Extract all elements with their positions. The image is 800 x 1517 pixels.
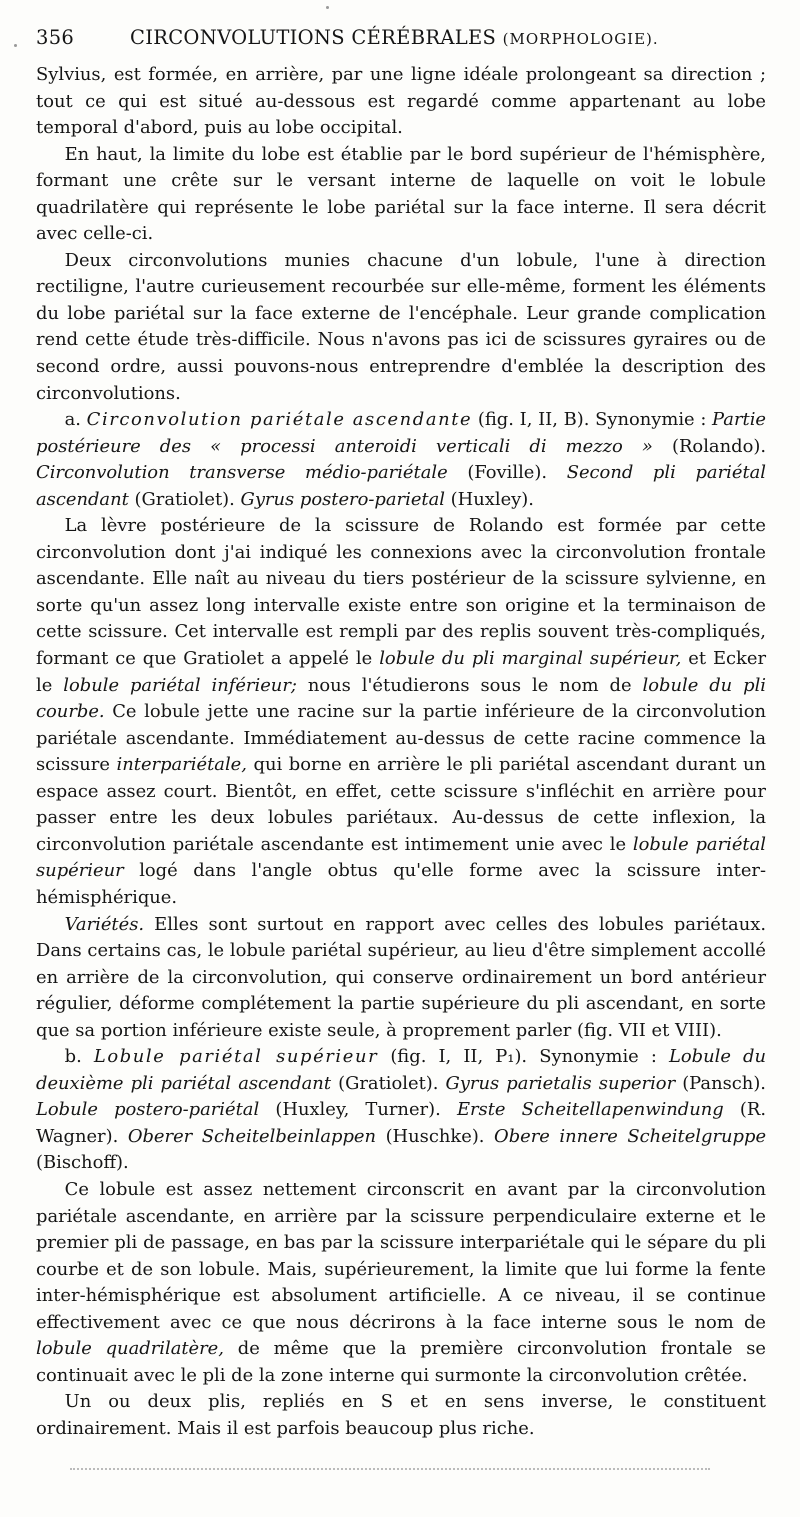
synonym: Obere innere Scheitelgruppe (494, 1125, 767, 1147)
italic-term: interpariétale, (116, 754, 247, 776)
synonym: Gyrus parietalis superior (445, 1072, 676, 1094)
synonym: Circonvolution transverse médio-pariétale (36, 462, 448, 484)
section-b-label: b. (64, 1046, 82, 1068)
paragraph-5 (36, 513, 766, 911)
synonym: Partie postérieure des « processi anteroidi verticali di mezzo » (36, 409, 766, 457)
text-run: nous l'étudierons sous le nom de (307, 674, 632, 696)
section-a-label: a. (64, 409, 81, 431)
varietes-label: Variétés. (64, 913, 145, 935)
synonym: Lobule postero-pariétal (36, 1099, 260, 1121)
italic-term: lobule du pli courbe. (36, 674, 767, 723)
section-b-paragraph (36, 1044, 766, 1177)
synonym: Lobule du deuxième pli pariétal ascendant (36, 1046, 766, 1094)
synonym: Gyrus postero-parietal (240, 488, 445, 510)
paper-speck (14, 44, 17, 47)
synonym-author: (Foville). (467, 462, 548, 484)
running-title: CIRCONVOLUTIONS CÉRÉBRALES (130, 26, 497, 49)
synonym-author: (R. Wagner). (36, 1099, 767, 1147)
paper-speck (326, 6, 329, 9)
text-run: qui borne en arrière le pli pariétal ascendant durant un espace assez court. Bientôt, en effet, cette scissure s'infléchit en arrière pour passer entre les deux lobules pariétaux. Au-dessus de cette inflexion, la circonvolution pariétale ascendante est intimement unie avec le (36, 754, 767, 855)
synonym-author: (Huxley). (450, 488, 534, 510)
text-run: Ce lobule est assez nettement circonscrit en avant par la circonvolution pariétale ascendante, en arrière par la scissure perpendiculaire externe et le premier pli de passage, en bas par la scissure interpariétale qui le sépare du pli courbe et de son lobule. Mais, supérieurement, la limite que lui forme la fente inter-hémisphérique est absolument artificielle. A ce niveau, il se continue effectivement avec ce que nous décrirons à la face interne sous le nom de (36, 1178, 766, 1333)
synonym-author: (Huschke). (385, 1125, 485, 1147)
bottom-dotted-rule (70, 1468, 710, 1470)
section-a-ref: (fig. I, II, B). Synonymie : (477, 409, 707, 431)
synonym: Oberer Scheitelbeinlappen (127, 1125, 377, 1147)
varietes-paragraph (36, 912, 766, 1045)
section-a-paragraph (36, 407, 766, 513)
running-header (36, 26, 766, 62)
italic-term: lobule du pli marginal supérieur, (379, 648, 682, 670)
synonym-author: (Bischoff). (36, 1152, 129, 1174)
paragraph-9: Un ou deux plis, repliés en S et en sens inverse, le constituent ordinairement. Mais il est parfois beaucoup plus riche. (36, 1391, 766, 1439)
synonym-author: (Pansch). (682, 1072, 766, 1094)
text-run: logé dans l'angle obtus qu'elle forme avec la scissure inter-hémisphérique. (36, 860, 767, 908)
synonym-author: (Gratiolet). (338, 1072, 439, 1094)
synonym-author: (Gratiolet). (134, 488, 235, 510)
synonym: Second pli pariétal ascendant (36, 462, 767, 510)
text-run: et Ecker le (36, 648, 767, 696)
page-number: 356 (36, 26, 75, 49)
section-a-heading: Circonvolution pariétale ascendante (86, 409, 473, 431)
varietes-text: Elles sont surtout en rapport avec celles des lobules pariétaux. Dans certains cas, le lobule pariétal supérieur, au lieu d'être simplement accollé en arrière de la circonvolution, qui conserve ordinairement un bord antérieur régulier, déforme complétement la partie supérieure du pli ascendant, en sorte que sa portion inférieure existe seule, à proprement parler (fig. VII et VIII). (36, 913, 767, 1041)
section-b-ref: (fig. I, II, P₁). Synonymie : (390, 1046, 657, 1068)
paragraph-2: En haut, la limite du lobe est établie par le bord supérieur de l'hémisphère, formant une crête sur le versant interne de laquelle on voit le lobule quadrilatère qui représente le lobe pariétal sur la face interne. Il sera décrit avec celle-ci. (36, 143, 766, 245)
running-subtitle: (MORPHOLOGIE). (502, 30, 659, 48)
text-run: La lèvre postérieure de la scissure de Rolando est formée par cette circonvolution dont j'ai indiqué les connexions avec la circonvolution frontale ascendante. Elle naît au niveau du tiers postérieur de la scissure sylvienne, en sorte qu'un assez long intervalle existe entre son origine et la terminaison de cette scissure. Cet intervalle est rempli par des replis souvent très-compliqués, formant ce que Gratiolet a appelé le (36, 515, 766, 670)
paragraph-8 (36, 1177, 766, 1389)
synonym-author: (Rolando). (671, 435, 767, 457)
synonym: Erste Scheitellapenwindung (456, 1099, 724, 1121)
italic-term: lobule quadrilatère, (36, 1338, 224, 1360)
synonym-author: (Huxley, Turner). (275, 1099, 441, 1121)
italic-term: lobule pariétal inférieur; (63, 674, 297, 696)
section-b-heading: Lobule pariétal supérieur (93, 1046, 379, 1068)
paragraph-3: Deux circonvolutions munies chacune d'un lobule, l'une à direction rectiligne, l'autre curieusement recourbée sur elle-même, forment les éléments du lobe pariétal sur la face externe de l'encéphale. Leur grande complication rend cette étude très-difficile. Nous n'avons pas ici de scissures gyraires ou de second ordre, aussi pouvons-nous entreprendre d'emblée la description des circonvolutions. (36, 249, 766, 404)
paragraph-1: Sylvius, est formée, en arrière, par une ligne idéale prolongeant sa direction ; tout ce qui est situé au-dessous est regardé comme appartenant au lobe temporal d'abord, puis au lobe occipital. (36, 64, 766, 139)
page-body (36, 62, 766, 1442)
text-run: Ce lobule jette une racine sur la partie inférieure de la circonvolution pariétale ascendante. Immédiatement au-dessus de cette racine commence la scissure (36, 701, 766, 776)
italic-term: lobule pariétal supérieur (36, 833, 767, 882)
text-run: de même que la première circonvolution frontale se continuait avec le pli de la zone interne qui surmonte la circonvolution crêtée. (36, 1338, 767, 1386)
